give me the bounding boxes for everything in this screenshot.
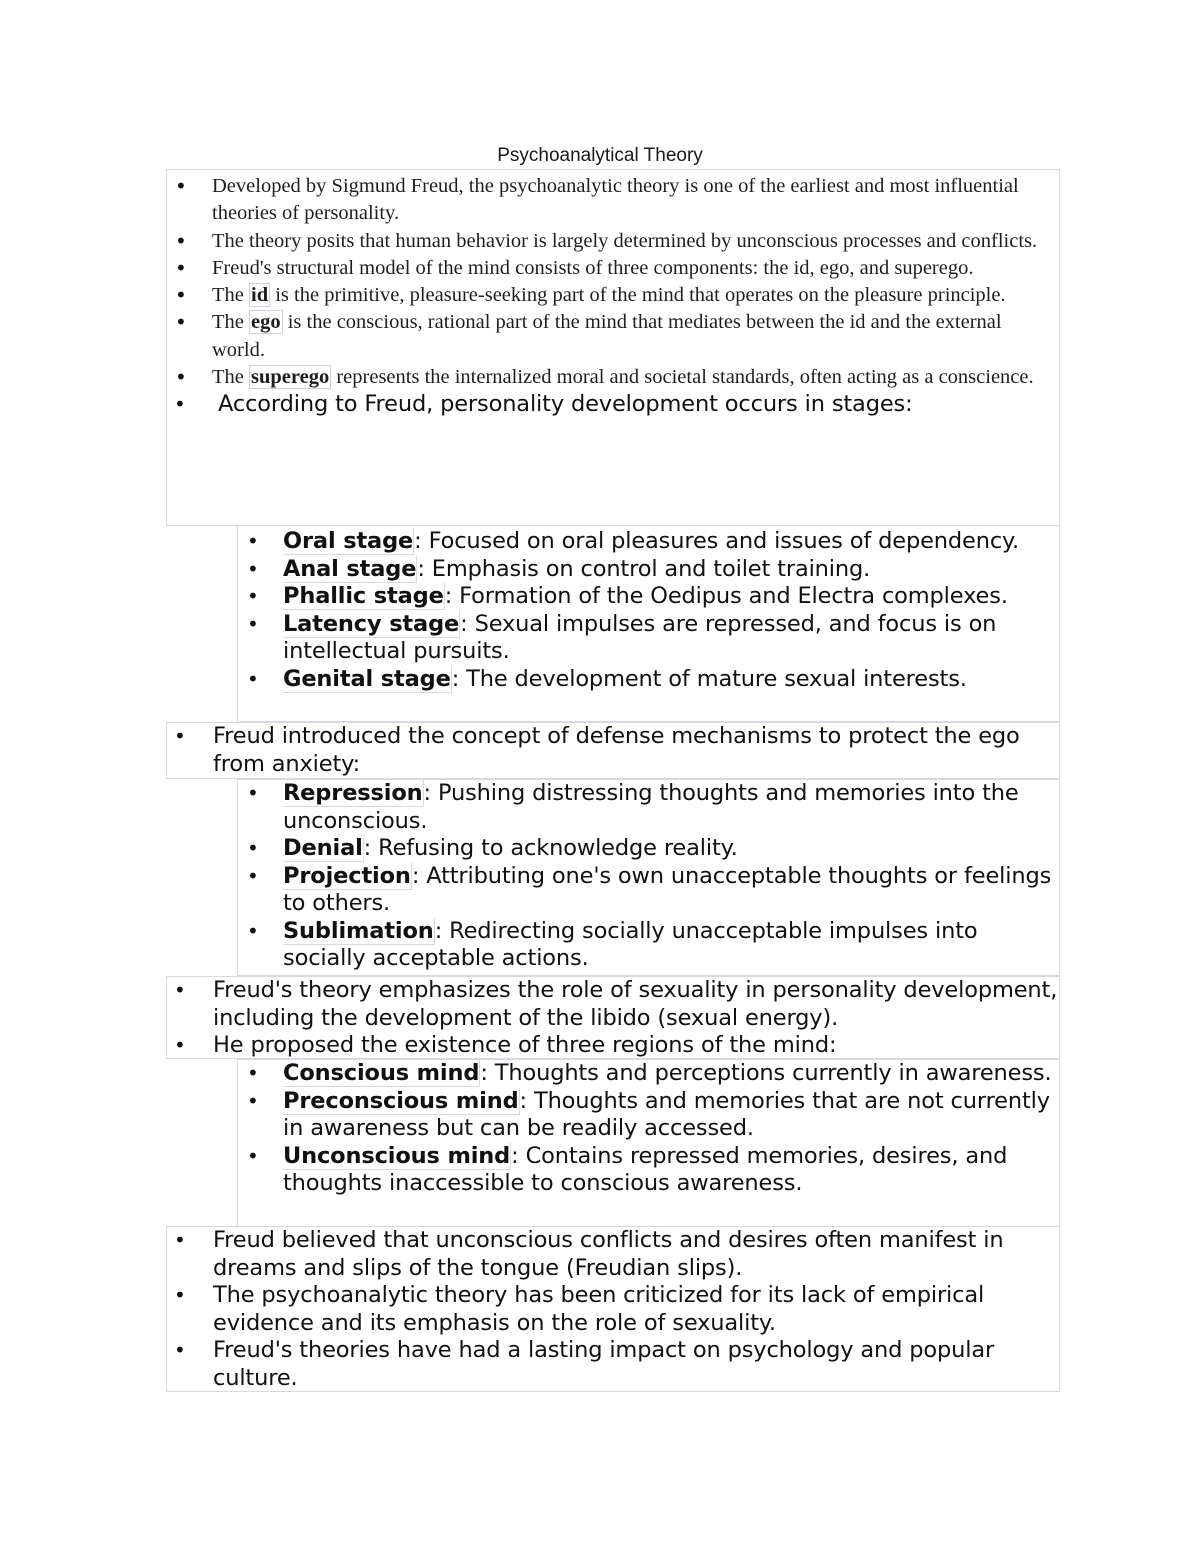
list-item: • According to Freud, personality development occurs in stages: xyxy=(167,391,1059,419)
stage-item: • Latency stage: Sexual impulses are repressed, and focus is on intellectual pursuits. xyxy=(238,611,1059,666)
stage-item: • Genital stage: The development of mature sexual interests. xyxy=(238,666,1059,694)
defense-item: • Denial: Refusing to acknowledge reality. xyxy=(238,835,1059,863)
stage-item: • Anal stage: Emphasis on control and toilet training. xyxy=(238,556,1059,584)
defense-item: • Repression: Pushing distressing thoughts and memories into the unconscious. xyxy=(238,780,1059,835)
stages-list xyxy=(238,526,1059,693)
stages-lead-list xyxy=(167,391,1059,419)
defense-lead-section xyxy=(166,722,1060,779)
region-item: • Conscious mind: Thoughts and perceptions currently in awareness. xyxy=(238,1060,1059,1088)
sexuality-section xyxy=(166,976,1060,1059)
stage-item: • Phallic stage: Formation of the Oedipus and Electra complexes. xyxy=(238,583,1059,611)
list-item: • The superego represents the internalized moral and societal standards, often acting as a conscience. xyxy=(167,364,1059,391)
closing-list xyxy=(167,1227,1059,1392)
region-item: • Preconscious mind: Thoughts and memories that are not currently in awareness but can be readily accessed. xyxy=(238,1088,1059,1143)
list-item: • He proposed the existence of three regions of the mind: xyxy=(167,1032,1059,1060)
list-item: • Developed by Sigmund Freud, the psychoanalytic theory is one of the earliest and most influential theories of personality. xyxy=(167,173,1059,228)
list-item: • The theory posits that human behavior is largely determined by unconscious processes and conflicts. xyxy=(167,228,1059,255)
stages-section xyxy=(237,525,1060,722)
defense-item: • Sublimation: Redirecting socially unacceptable impulses into socially acceptable actions. xyxy=(238,918,1059,973)
list-item: • Freud believed that unconscious conflicts and desires often manifest in dreams and slips of the tongue (Freudian slips). xyxy=(167,1227,1059,1282)
list-item: • The psychoanalytic theory has been criticized for its lack of empirical evidence and its emphasis on the role of sexuality. xyxy=(167,1282,1059,1337)
closing-section xyxy=(166,1226,1060,1392)
intro-section xyxy=(166,169,1060,526)
list-item: • Freud introduced the concept of defense mechanisms to protect the ego from anxiety: xyxy=(167,723,1059,778)
list-item: • The id is the primitive, pleasure-seeking part of the mind that operates on the pleasure principle. xyxy=(167,282,1059,309)
list-item: • The ego is the conscious, rational part of the mind that mediates between the id and the external world. xyxy=(167,309,1059,364)
term-superego: superego xyxy=(251,366,330,389)
defense-lead-list xyxy=(167,723,1059,778)
page-title: Psychoanalytical Theory xyxy=(497,145,703,166)
region-item: • Unconscious mind: Contains repressed memories, desires, and thoughts inaccessible to conscious awareness. xyxy=(238,1143,1059,1198)
list-item: • Freud's structural model of the mind consists of three components: the id, ego, and superego. xyxy=(167,255,1059,282)
list-item: • Freud's theory emphasizes the role of sexuality in personality development, including the development of the libido (sexual energy). xyxy=(167,977,1059,1032)
defense-item: • Projection: Attributing one's own unacceptable thoughts or feelings to others. xyxy=(238,863,1059,918)
term-id: id xyxy=(251,284,269,307)
list-item: • Freud's theories have had a lasting impact on psychology and popular culture. xyxy=(167,1337,1059,1392)
term-ego: ego xyxy=(251,311,281,334)
stage-item: • Oral stage: Focused on oral pleasures and issues of dependency. xyxy=(238,528,1059,556)
intro-list xyxy=(167,170,1059,391)
defenses-list xyxy=(238,780,1059,973)
regions-list xyxy=(238,1060,1059,1198)
regions-section xyxy=(237,1059,1060,1227)
sexuality-list xyxy=(167,977,1059,1060)
defenses-section xyxy=(237,779,1060,976)
